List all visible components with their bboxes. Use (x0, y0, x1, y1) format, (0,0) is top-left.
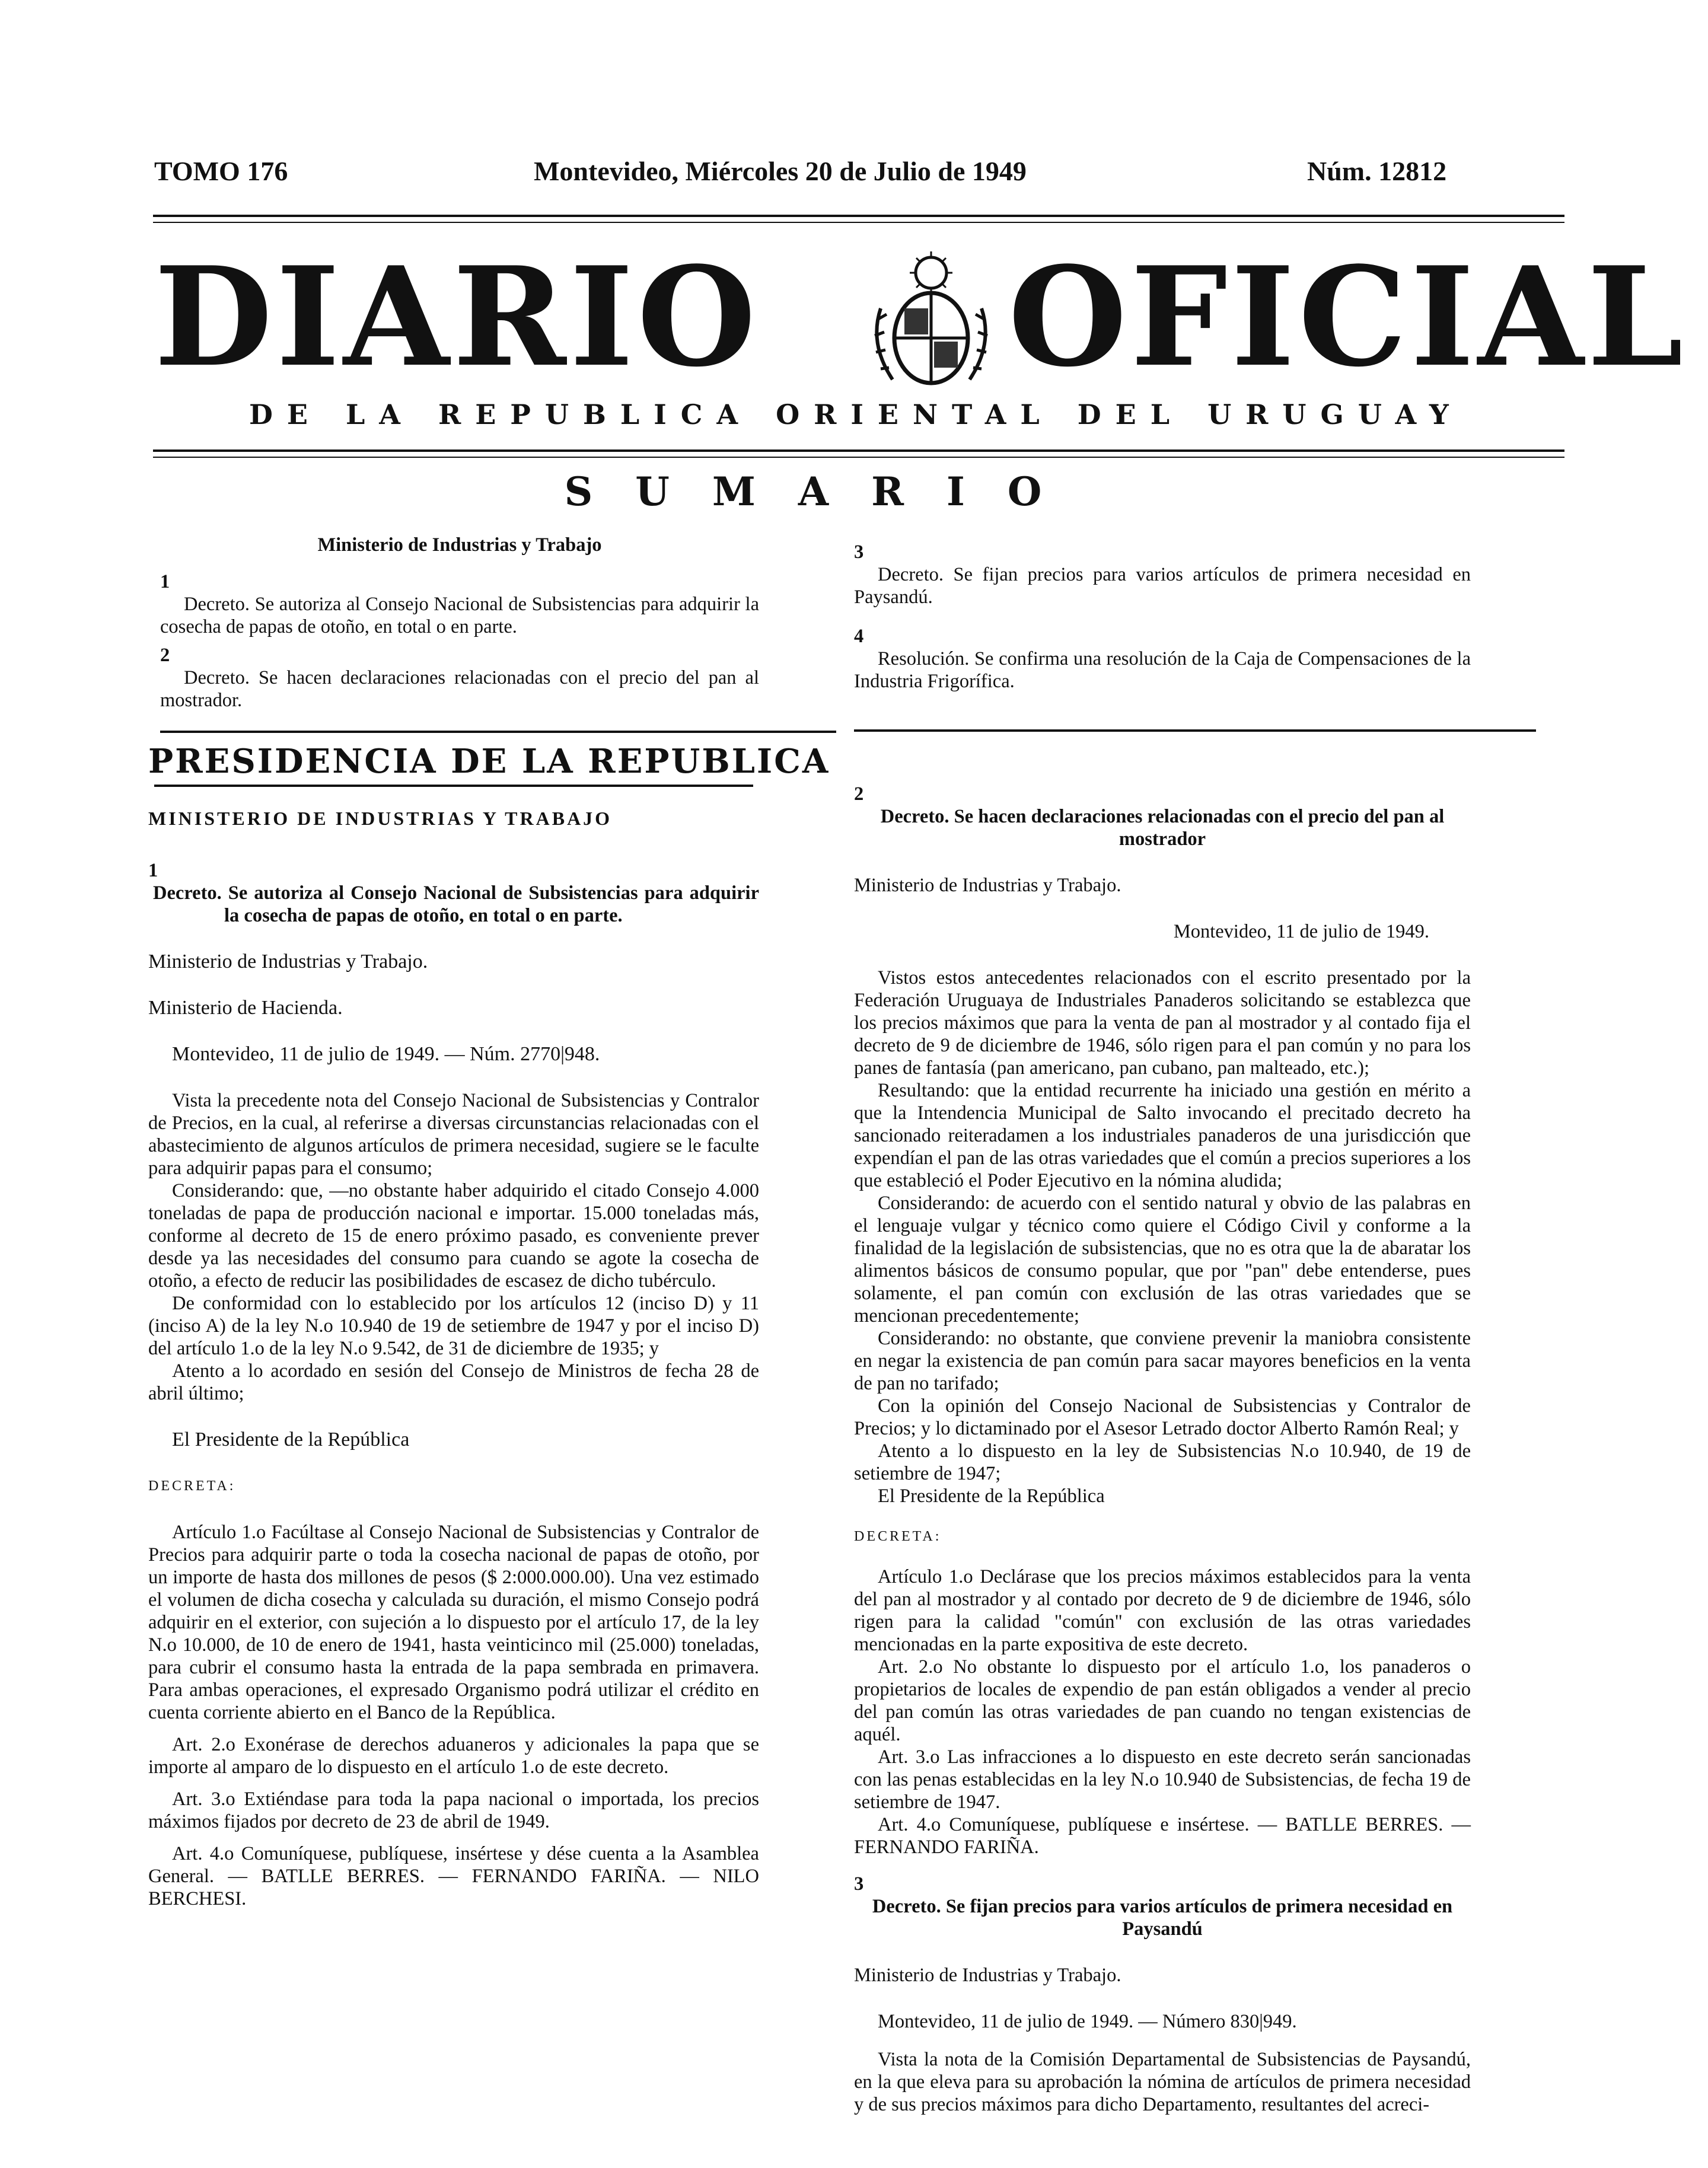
article: Art. 4.o Comuníquese, publíquese e insértese. — BATLLE BERRES. — FERNANDO FARIÑA. (854, 1814, 1471, 1858)
title-diario: DIARIO (154, 237, 760, 397)
ministry-line: Ministerio de Industrias y Trabajo. (854, 1965, 1121, 1986)
issue-number: Núm. 12812 (1307, 156, 1447, 186)
left-column (148, 742, 830, 1910)
paragraph: Considerando: no obstante, que conviene prevenir la maniobra consistente en negar la existencia de pan común para sacar mayores beneficios en la venta de pan no tarifado; (854, 1328, 1471, 1394)
sumario-item-number: 1 (160, 571, 170, 592)
sumario-heading: SUMARIO (564, 468, 1085, 515)
sumario-item-number: 2 (160, 645, 170, 666)
ministry-line: Ministerio de Industrias y Trabajo. (854, 875, 1121, 896)
masthead-rule-top (153, 215, 1564, 223)
section-rule (154, 785, 753, 787)
decreta-label: DECRETA: (148, 1478, 236, 1494)
coat-of-arms-seal-icon (863, 249, 999, 391)
section-title: PRESIDENCIA DE LA REPUBLICA (148, 742, 830, 781)
masthead-rule-bottom (153, 449, 1564, 458)
sumario-rule-left (160, 731, 836, 733)
sumario-rule-right (854, 729, 1536, 732)
paragraph: Vistos estos antecedentes relacionados con el escrito presentado por la Federación Uruguaya de Industriales Panaderos solicitando se establezca que los precios máximos que para la venta de pan al mostrador y al contado fija el decreto de 9 de diciembre de 1946, sólo rigen para el pan común y no para los panes de fantasía (pan americano, pan cubano, pan malteado, etc.); (854, 967, 1471, 1079)
decree-number: 2 (854, 783, 864, 805)
decree-title: Decreto. Se hacen declaraciones relacionadas con el precio del pan al mostrador (880, 806, 1445, 850)
article: Art. 4.o Comuníquese, publíquese, insértese y dése cuenta a la Asamblea General. — BATLLE BERRES. — FERNANDO FARIÑA. — NILO BERCHESI. (148, 1843, 759, 1909)
decree-number: 1 (148, 860, 158, 881)
sumario-item-number: 4 (854, 626, 864, 647)
dateline: Montevideo, 11 de julio de 1949. (1173, 921, 1429, 942)
title-oficial: OFICIAL (1008, 237, 1687, 397)
ministry-heading: MINISTERIO DE INDUSTRIAS Y TRABAJO (148, 808, 613, 829)
paragraph: Atento a lo acordado en sesión del Consejo de Ministros de fecha 28 de abril último; (148, 1360, 759, 1404)
tomo-label: TOMO 176 (154, 156, 288, 186)
decree-title: Decreto. Se fijan precios para varios artículos de primera necesidad en Paysandú (872, 1896, 1453, 1940)
article: Artículo 1.o Facúltase al Consejo Nacional de Subsistencias y Contralor de Precios para adquirir parte o toda la cosecha nacional de papas de otoño, por un importe de hasta dos millones de pesos ($ 2:000.000.00). Una vez estimado el volumen de dicha cosecha y calculada su duración, el mismo Consejo podrá adquirir en el exterior, con sujeción a lo dispuesto por el artículo 17, de la ley N.o 10.000, de 10 de enero de 1941, hasta veinticinco mil (25.000) toneladas, para cubrir el consumo hasta la entrada de la papa sembrada en primavera. Para ambas operaciones, el expresado Organismo podrá utilizar el crédito en cuenta corriente abierto en el Banco de la República. (148, 1522, 759, 1723)
decree-title: Decreto. Se autoriza al Consejo Nacional de Subsistencias para adquirir la cosecha de papas de otoño, en total o en parte. (153, 882, 759, 926)
ministry-line: Ministerio de Hacienda. (148, 997, 343, 1019)
decreta-label: DECRETA: (854, 1529, 942, 1544)
masthead-subtitle: DE LA REPUBLICA ORIENTAL DEL URUGUAY (249, 398, 1463, 431)
sumario-right (854, 541, 1471, 693)
right-column (854, 783, 1471, 2116)
paragraph: Considerando: que, —no obstante haber adquirido el citado Consejo 4.000 toneladas de papa de producción nacional e importar. 15.000 toneladas más, conforme al decreto de 15 de enero próximo pasado, es conveniente prever desde ya las necesidades del consumo para cuando se agote la cosecha de otoño, a efecto de reducir las posibilidades de escasez de dicho tubérculo. (148, 1180, 759, 1292)
article: Art. 3.o Las infracciones a lo dispuesto en este decreto serán sancionadas con las penas establecidas en la ley N.o 10.940 de Subsistencias, de fecha 19 de setiembre de 1947. (854, 1746, 1471, 1813)
masthead-dateline: Montevideo, Miércoles 20 de Julio de 1949 (534, 156, 1027, 186)
newspaper-title (142, 237, 1687, 397)
article: Art. 2.o Exonérase de derechos aduaneros y adicionales la papa que se importe al amparo de lo dispuesto en el artículo 1.o de este decreto. (148, 1734, 759, 1778)
sumario-ministry: Ministerio de Industrias y Trabajo (317, 534, 602, 556)
ministry-line: Ministerio de Industrias y Trabajo. (148, 951, 428, 973)
article: Artículo 1.o Declárase que los precios máximos establecidos para la venta del pan al mostrador y al contado por decreto de 9 de diciembre de 1946, sólo rigen para la calidad "común" con exclusión de las otras variedades mencionadas en la parte expositiva de este decreto. (854, 1566, 1471, 1655)
dateline: Montevideo, 11 de julio de 1949. — Núm. 2770|948. (172, 1043, 600, 1065)
paragraph: Considerando: de acuerdo con el sentido natural y obvio de las palabras en el lenguaje vulgar y técnico como quiere el Código Civil y conforme a la finalidad de la legislación de subsistencias, que no es otra que la de abaratar los alimentos básicos de consumo popular, que por "pan" debe entenderse, pues solamente, el pan común con exclusión de las otras variedades que se mencionan precedentemente; (854, 1193, 1471, 1327)
paragraph: Con la opinión del Consejo Nacional de Subsistencias y Contralor de Precios; y lo dictaminado por el Asesor Letrado doctor Alberto Ramón Real; y (854, 1395, 1471, 1439)
masthead-topline (154, 155, 1536, 197)
paragraph: Atento a lo dispuesto en la ley de Subsistencias N.o 10.940, de 19 de setiembre de 1947; (854, 1440, 1471, 1484)
paragraph: Resultando: que la entidad recurrente ha iniciado una gestión en mérito a que la Intendencia Municipal de Salto invocando el precitado decreto ha sancionado reiteradamen a los industriales panaderos de una jurisdicción que expendían el pan de las otras variedades que el común a precios superiores a los que estableció el Poder Ejecutivo en la nómina aludida; (854, 1080, 1471, 1191)
dateline: Montevideo, 11 de julio de 1949. — Número 830|949. (878, 2011, 1297, 2032)
article: Art. 2.o No obstante lo dispuesto por el artículo 1.o, los panaderos o propietarios de locales de expendio de pan están obligados a vender al precio del pan común las otras variedades de pan cuando no tengan existencias de aquél. (854, 1656, 1471, 1745)
presidente-line: El Presidente de la República (172, 1429, 410, 1450)
sumario-item: Resolución. Se confirma una resolución de la Caja de Compensaciones de la Industria Frigorífica. (854, 648, 1471, 692)
sumario-item: Decreto. Se hacen declaraciones relacionadas con el precio del pan al mostrador. (160, 667, 759, 711)
sumario-item: Decreto. Se autoriza al Consejo Nacional de Subsistencias para adquirir la cosecha de papas de otoño, en total o en parte. (160, 594, 759, 637)
sumario-item: Decreto. Se fijan precios para varios artículos de primera necesidad en Paysandú. (854, 564, 1471, 608)
decree-number: 3 (854, 1873, 864, 1895)
sumario-left (160, 534, 759, 712)
paragraph: Vista la precedente nota del Consejo Nacional de Subsistencias y Contralor de Precios, en la cual, al referirse a diversas circunstancias relacionadas con el abastecimiento de algunos artículos de primera necesidad, sugiere se le faculte para adquirir papas para el consumo; (148, 1090, 759, 1179)
presidente-line: El Presidente de la República (878, 1485, 1105, 1507)
article: Art. 3.o Extiéndase para toda la papa nacional o importada, los precios máximos fijados por decreto de 23 de abril de 1949. (148, 1788, 759, 1832)
paragraph: De conformidad con lo establecido por los artículos 12 (inciso D) y 11 (inciso A) de la ley N.o 10.940 de 19 de setiembre de 1947 y por el inciso D) del artículo 1.o de la ley N.o 9.542, de 31 de diciembre de 1935; y (148, 1293, 759, 1359)
paragraph: Vista la nota de la Comisión Departamental de Subsistencias de Paysandú, en la que eleva para su aprobación la nómina de artículos de primera necesidad y de sus precios máximos para dicho Departamento, resultantes del acreci- (854, 2049, 1471, 2115)
sumario-item-number: 3 (854, 541, 864, 563)
